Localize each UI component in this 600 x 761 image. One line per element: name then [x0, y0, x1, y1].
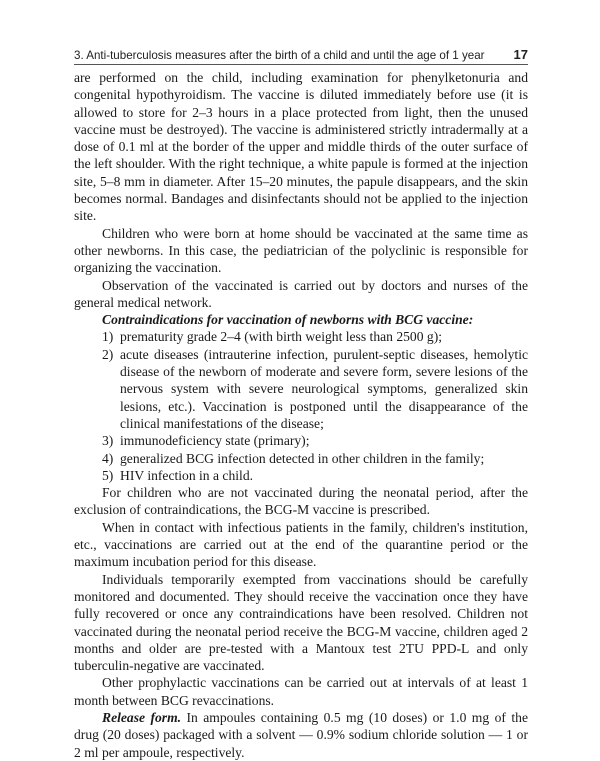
- contraindications-heading: Contraindications for vaccination of newborns with BCG vaccine:: [102, 312, 474, 328]
- paragraph-release-form: [74, 709, 528, 761]
- list-item-number: 4): [102, 450, 114, 466]
- page-number: 17: [513, 47, 528, 62]
- paragraph-exempted: Individuals temporarily exempted from vaccinations should be carefully monitored and documented. They should receive the vaccination once they have fully recovered or once any contraindications have been resolved. Children not vaccinated during the neonatal period receive the BCG-M vaccine, children aged 2 months and older are pre-tested with a Mantoux test 2TU PPD-L and only tuberculin-negative are vaccinated.: [74, 571, 528, 674]
- release-form-text: In ampoules containing 0.5 mg (10 doses) or 1.0 mg of the drug (20 doses) packaged with a solvent — 0.9% sodium chloride solution — 1 or 2 ml per ampoule, respectively.: [74, 709, 528, 760]
- contraindications-list: [74, 328, 528, 484]
- paragraph-other-vaccinations: Other prophylactic vaccinations can be carried out at intervals of at least 1 month between BCG revaccinations.: [74, 675, 528, 708]
- chapter-title: 3. Anti-tuberculosis measures after the birth of a child and until the age of 1 year: [74, 49, 485, 62]
- paragraph-vaccine-administration: are performed on the child, including examination for phenylketonuria and congenital hypothyroidism. The vaccine is diluted immediately before use (it is allowed to store for 2–3 hours in a place protected from light, then the unused vaccine must be destroyed). The vaccine is administered strictly intradermally at a dose of 0.1 ml at the border of the upper and middle thirds of the outer surface of the left shoulder. With the right technique, a white papule is formed at the injection site, 5–8 mm in diameter. After 15–20 minutes, the papule disappears, and the skin becomes normal. Bandages and disinfectants should not be applied to the injection site.: [74, 70, 528, 224]
- running-header: [74, 44, 528, 62]
- list-item: [74, 467, 528, 484]
- list-item-text: prematurity grade 2–4 (with birth weight less than 2500 g);: [120, 329, 443, 345]
- header-rule: [74, 64, 528, 65]
- list-item: [74, 328, 528, 345]
- list-item-text: immunodeficiency state (primary);: [120, 433, 310, 449]
- paragraph-contact: When in contact with infectious patients in the family, children's institution, etc., vaccinations are carried out at the end of the quarantine period or the maximum incubation period for this disease.: [74, 519, 528, 570]
- release-form-label: Release form.: [102, 709, 182, 725]
- paragraph-bcg-m: For children who are not vaccinated during the neonatal period, after the exclusion of contraindications, the BCG-M vaccine is prescribed.: [74, 485, 528, 518]
- list-item-number: 3): [102, 433, 114, 449]
- list-item-number: 1): [102, 329, 114, 345]
- list-item-text: HIV infection in a child.: [120, 467, 254, 483]
- list-item-text: acute diseases (intrauterine infection, purulent-septic diseases, hemolytic disease of the newborn of moderate and severe form, severe lesions of the nervous system with severe neurological symptoms, generalized skin lesions, etc.). Vaccination is postponed until the disappearance of the clinical manifestations of the disease;: [120, 346, 528, 431]
- list-item-text: generalized BCG infection detected in other children in the family;: [120, 450, 485, 466]
- list-item: [74, 450, 528, 467]
- paragraph-home-births: Children who were born at home should be vaccinated at the same time as other newborns. In this case, the pediatrician of the polyclinic is responsible for organizing the vaccination.: [74, 225, 528, 276]
- list-item-number: 5): [102, 467, 114, 483]
- list-item-number: 2): [102, 346, 114, 362]
- list-item: [74, 346, 528, 432]
- paragraph-observation: Observation of the vaccinated is carried out by doctors and nurses of the general medical network.: [74, 277, 528, 310]
- list-item: [74, 432, 528, 449]
- body-text: [74, 69, 528, 761]
